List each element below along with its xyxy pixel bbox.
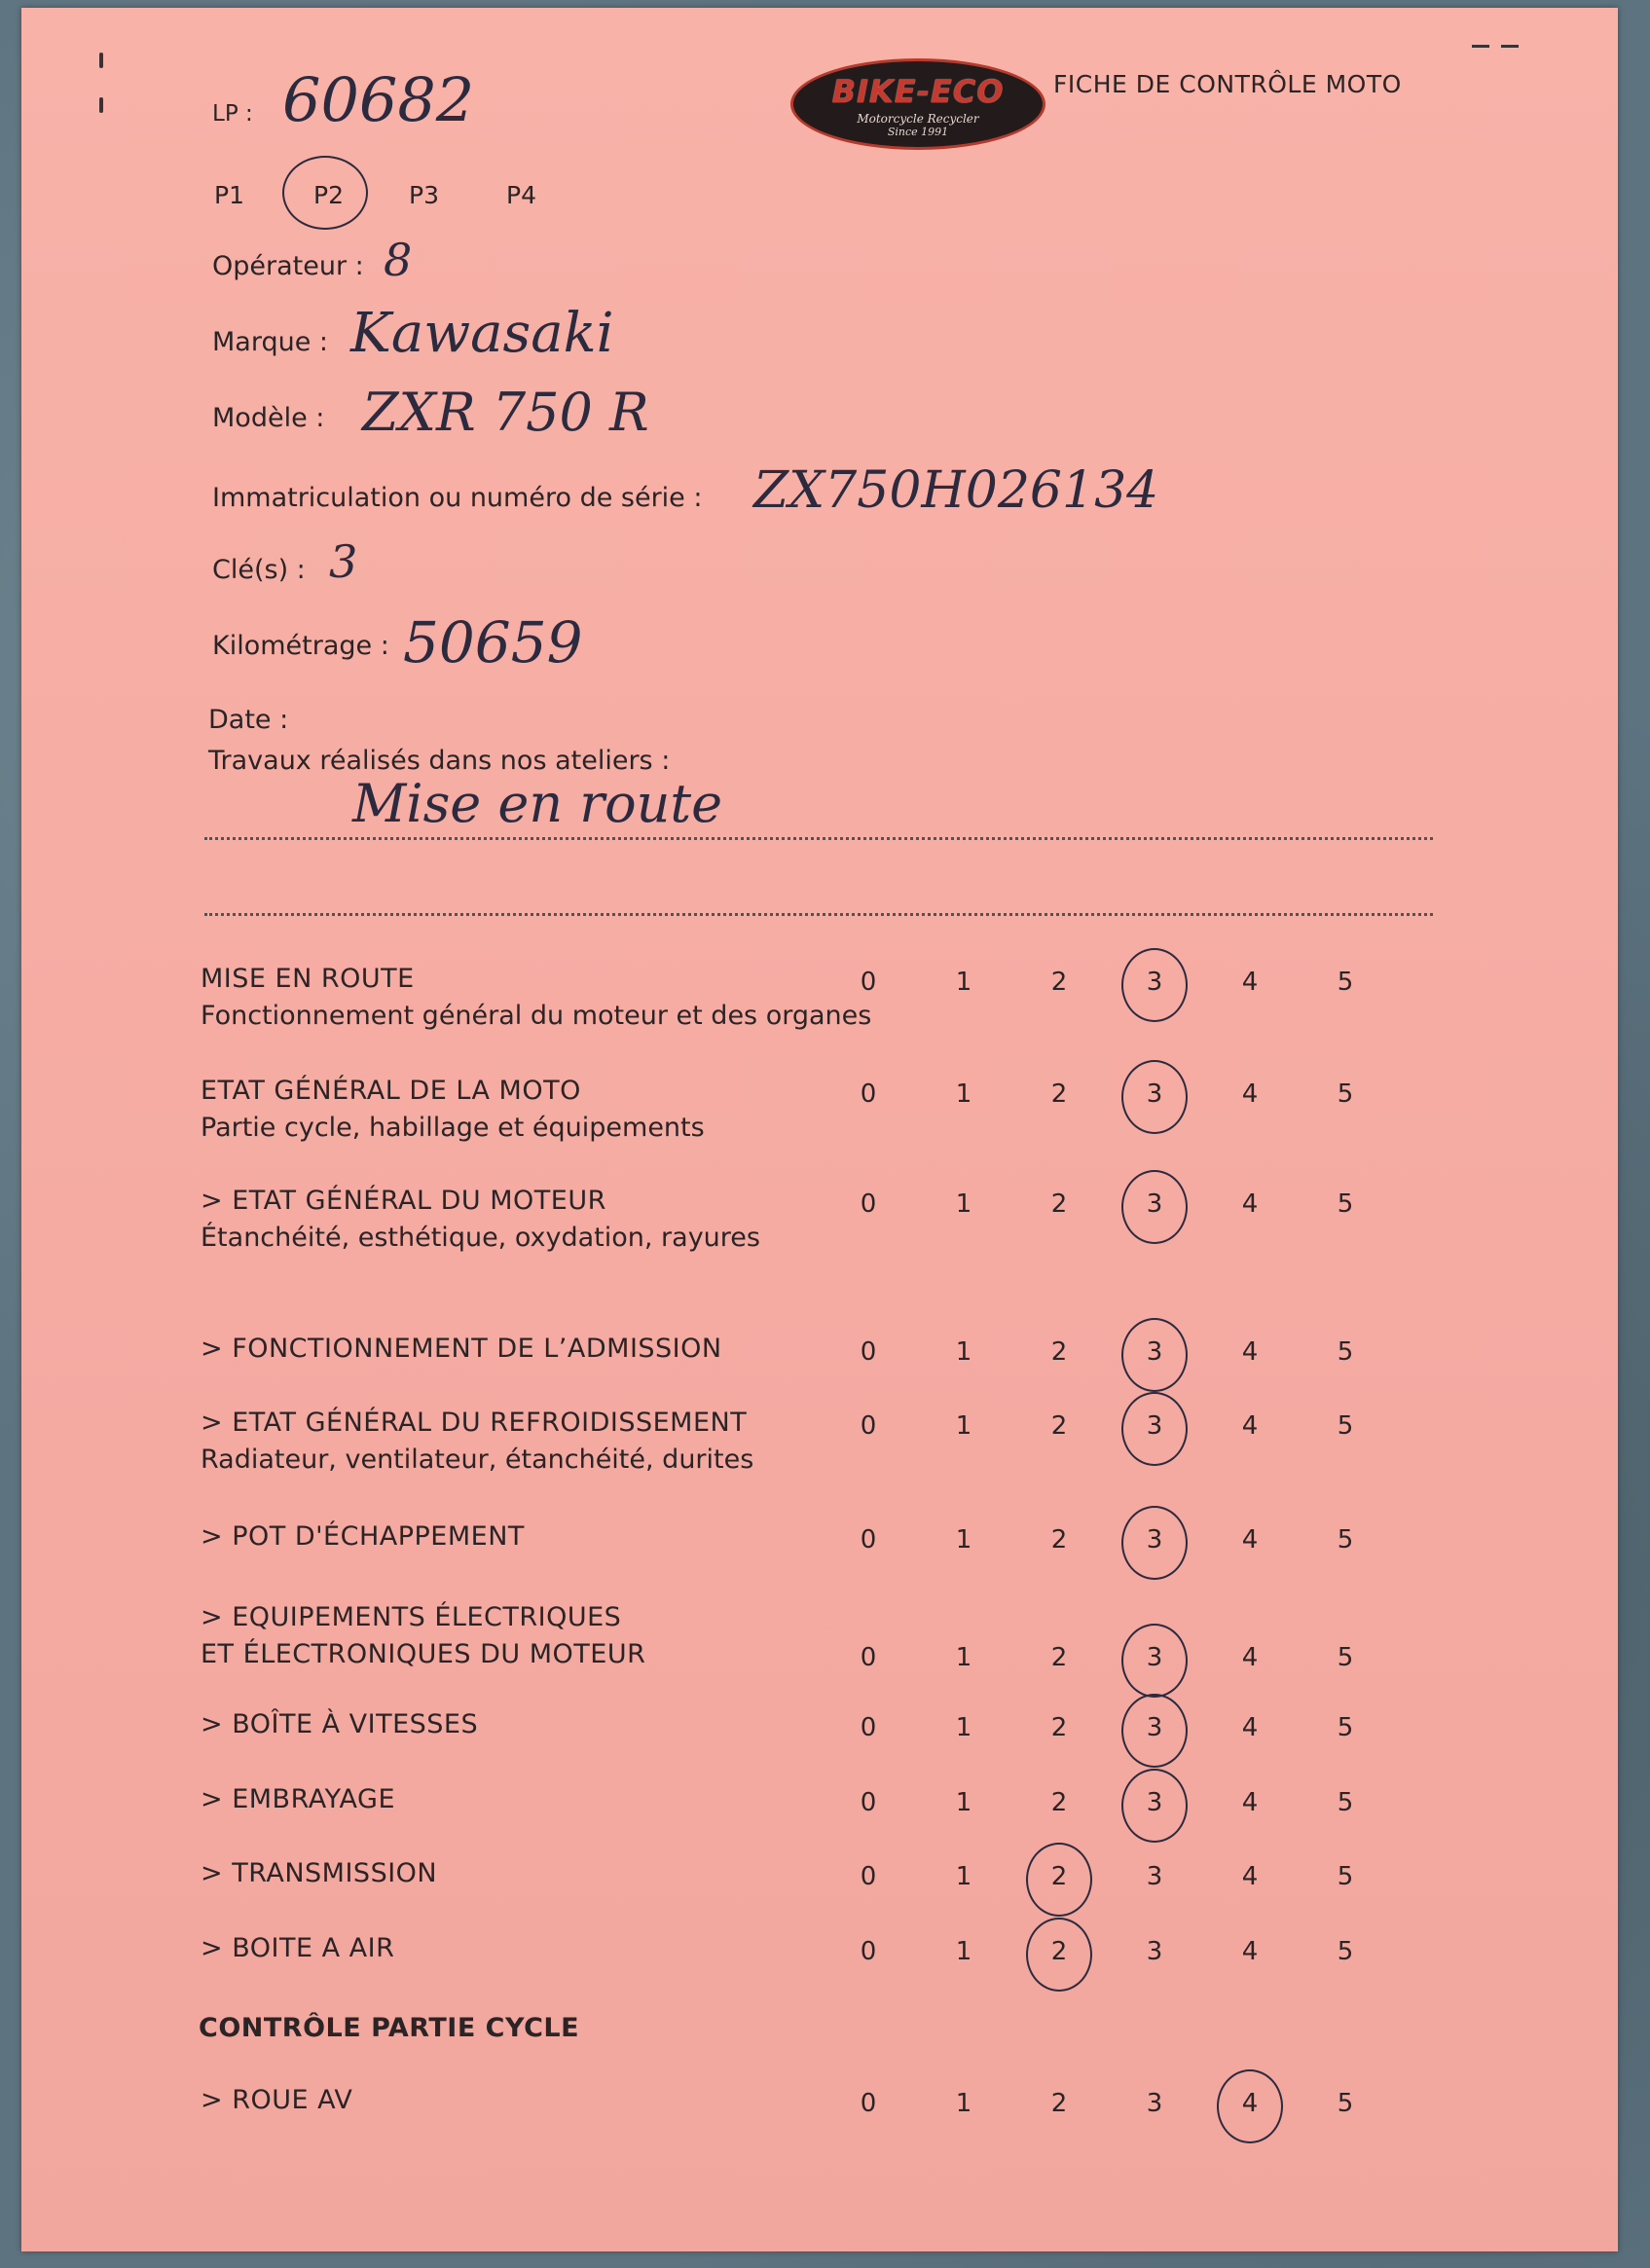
operator-value: 8 bbox=[384, 234, 413, 286]
rating-option: 1 bbox=[955, 1788, 972, 1817]
rating-option: 3 bbox=[1146, 1937, 1163, 1966]
rating-option: 4 bbox=[1241, 1862, 1259, 1891]
rating-option-selected: 2 bbox=[1040, 1937, 1079, 1966]
works-line-2 bbox=[204, 913, 1433, 916]
rating-option: 4 bbox=[1241, 1788, 1259, 1817]
rating-option: 0 bbox=[860, 1411, 877, 1441]
rating-option: 2 bbox=[1050, 1713, 1068, 1742]
model-label: Modèle : bbox=[212, 403, 325, 433]
rating-option: 2 bbox=[1050, 1643, 1068, 1672]
rating-option: 4 bbox=[1241, 1189, 1259, 1219]
rating-row-subtitle: Radiateur, ventilateur, étanchéité, durites bbox=[201, 1445, 754, 1475]
rating-option-selected: 3 bbox=[1135, 1643, 1174, 1672]
keys-value: 3 bbox=[329, 535, 358, 588]
rating-option: 4 bbox=[1241, 968, 1259, 997]
rating-option: 1 bbox=[955, 1525, 972, 1555]
rating-option-selected: 3 bbox=[1135, 1411, 1174, 1441]
logo-since: Since 1991 bbox=[887, 126, 949, 138]
rating-row-title: > BOÎTE À VITESSES bbox=[201, 1709, 479, 1739]
rating-row-title: ETAT GÉNÉRAL DE LA MOTO bbox=[201, 1076, 581, 1106]
rating-option: 5 bbox=[1337, 1525, 1354, 1555]
rating-option: 0 bbox=[860, 1525, 877, 1555]
rating-option: 5 bbox=[1337, 1079, 1354, 1109]
rating-option: 0 bbox=[860, 1937, 877, 1966]
rating-option: 5 bbox=[1337, 1189, 1354, 1219]
rating-row-title: > POT D'ÉCHAPPEMENT bbox=[201, 1521, 525, 1552]
rating-option-selected: 4 bbox=[1230, 2089, 1269, 2118]
rating-option: 4 bbox=[1241, 1937, 1259, 1966]
rating-option: 0 bbox=[860, 1079, 877, 1109]
rating-option: 2 bbox=[1050, 1411, 1068, 1441]
logo-tagline: Motorcycle Recycler bbox=[857, 112, 979, 126]
dash-mark bbox=[1501, 45, 1519, 48]
rating-row-title: > BOITE A AIR bbox=[201, 1933, 395, 1963]
registration-value: ZX750H026134 bbox=[753, 461, 1159, 520]
works-line-1 bbox=[204, 837, 1433, 840]
punch-mark bbox=[99, 97, 103, 113]
rating-option: 0 bbox=[860, 1862, 877, 1891]
rating-option: 5 bbox=[1337, 1788, 1354, 1817]
rating-option: 5 bbox=[1337, 968, 1354, 997]
rating-option: 4 bbox=[1241, 1713, 1259, 1742]
rating-option: 5 bbox=[1337, 1411, 1354, 1441]
rating-option: 2 bbox=[1050, 968, 1068, 997]
rating-option: 1 bbox=[955, 1643, 972, 1672]
rating-option: 0 bbox=[860, 1713, 877, 1742]
rating-option: 1 bbox=[955, 1937, 972, 1966]
document-title: FICHE DE CONTRÔLE MOTO bbox=[1053, 70, 1402, 98]
inspection-form-sheet bbox=[21, 8, 1618, 2251]
rating-row-title: > EQUIPEMENTS ÉLECTRIQUES bbox=[201, 1602, 622, 1632]
rating-row-title: > TRANSMISSION bbox=[201, 1858, 438, 1888]
rating-row-subtitle: Partie cycle, habillage et équipements bbox=[201, 1113, 705, 1143]
rating-option-selected: 2 bbox=[1040, 1862, 1079, 1891]
brand-label: Marque : bbox=[212, 327, 329, 357]
rating-option: 0 bbox=[860, 1189, 877, 1219]
rating-option: 3 bbox=[1146, 1862, 1163, 1891]
rating-row-title: > ROUE AV bbox=[201, 2085, 353, 2115]
rating-row-subtitle: Fonctionnement général du moteur et des organes bbox=[201, 1001, 872, 1031]
rating-row-title: > FONCTIONNEMENT DE L’ADMISSION bbox=[201, 1334, 722, 1364]
rating-option: 1 bbox=[955, 1411, 972, 1441]
rating-row-title: > ETAT GÉNÉRAL DU MOTEUR bbox=[201, 1186, 606, 1216]
rating-option: 1 bbox=[955, 1713, 972, 1742]
rating-option: 1 bbox=[955, 1189, 972, 1219]
registration-label: Immatriculation ou numéro de série : bbox=[212, 483, 703, 513]
rating-option: 0 bbox=[860, 2089, 877, 2118]
rating-option: 0 bbox=[860, 1788, 877, 1817]
p2-circle-mark bbox=[282, 156, 368, 230]
punch-mark bbox=[99, 53, 103, 68]
p-option-3: P3 bbox=[409, 181, 439, 209]
rating-option-selected: 3 bbox=[1135, 1189, 1174, 1219]
p-option-2: P2 bbox=[313, 181, 344, 209]
rating-option: 4 bbox=[1241, 1525, 1259, 1555]
rating-option: 2 bbox=[1050, 1079, 1068, 1109]
rating-option: 2 bbox=[1050, 1189, 1068, 1219]
rating-option: 5 bbox=[1337, 1713, 1354, 1742]
rating-row-subtitle: Étanchéité, esthétique, oxydation, rayures bbox=[201, 1223, 760, 1253]
rating-option: 0 bbox=[860, 968, 877, 997]
works-label: Travaux réalisés dans nos ateliers : bbox=[208, 746, 671, 776]
rating-option: 4 bbox=[1241, 1643, 1259, 1672]
rating-option: 0 bbox=[860, 1643, 877, 1672]
rating-option-selected: 3 bbox=[1135, 1525, 1174, 1555]
rating-option: 2 bbox=[1050, 1788, 1068, 1817]
p-option-4: P4 bbox=[506, 181, 536, 209]
rating-option-selected: 3 bbox=[1135, 1713, 1174, 1742]
date-label: Date : bbox=[208, 705, 289, 735]
keys-label: Clé(s) : bbox=[212, 555, 306, 585]
dash-mark bbox=[1472, 45, 1489, 48]
rating-option: 4 bbox=[1241, 1337, 1259, 1367]
rating-row-title-line2: ET ÉLECTRONIQUES DU MOTEUR bbox=[201, 1639, 646, 1669]
rating-option: 5 bbox=[1337, 1337, 1354, 1367]
rating-row-title: > ETAT GÉNÉRAL DU REFROIDISSEMENT bbox=[201, 1408, 748, 1438]
rating-option-selected: 3 bbox=[1135, 1079, 1174, 1109]
rating-row-title: MISE EN ROUTE bbox=[201, 964, 415, 994]
rating-option: 4 bbox=[1241, 1411, 1259, 1441]
logo-text: BIKE-ECO bbox=[831, 73, 1005, 110]
operator-label: Opérateur : bbox=[212, 251, 364, 281]
mileage-label: Kilométrage : bbox=[212, 631, 389, 661]
rating-option: 5 bbox=[1337, 1643, 1354, 1672]
lp-value: 60682 bbox=[282, 64, 475, 135]
bike-eco-logo bbox=[790, 58, 1045, 150]
p-option-1: P1 bbox=[214, 181, 244, 209]
rating-option: 1 bbox=[955, 1862, 972, 1891]
rating-option-selected: 3 bbox=[1135, 968, 1174, 997]
rating-option: 2 bbox=[1050, 2089, 1068, 2118]
rating-option-selected: 3 bbox=[1135, 1788, 1174, 1817]
brand-value: Kawasaki bbox=[350, 302, 614, 365]
cycle-section-title: CONTRÔLE PARTIE CYCLE bbox=[199, 2013, 580, 2043]
mileage-value: 50659 bbox=[403, 609, 583, 676]
lp-label: LP : bbox=[212, 101, 253, 127]
rating-option: 4 bbox=[1241, 1079, 1259, 1109]
rating-option: 1 bbox=[955, 1079, 972, 1109]
rating-option: 1 bbox=[955, 968, 972, 997]
rating-option: 1 bbox=[955, 1337, 972, 1367]
works-value: Mise en route bbox=[352, 773, 723, 834]
rating-option-selected: 3 bbox=[1135, 1337, 1174, 1367]
rating-option: 0 bbox=[860, 1337, 877, 1367]
rating-option: 5 bbox=[1337, 2089, 1354, 2118]
rating-option: 2 bbox=[1050, 1525, 1068, 1555]
model-value: ZXR 750 R bbox=[362, 382, 649, 443]
rating-option: 5 bbox=[1337, 1862, 1354, 1891]
rating-option: 3 bbox=[1146, 2089, 1163, 2118]
rating-option: 1 bbox=[955, 2089, 972, 2118]
rating-option: 5 bbox=[1337, 1937, 1354, 1966]
rating-option: 2 bbox=[1050, 1337, 1068, 1367]
rating-row-title: > EMBRAYAGE bbox=[201, 1784, 395, 1814]
